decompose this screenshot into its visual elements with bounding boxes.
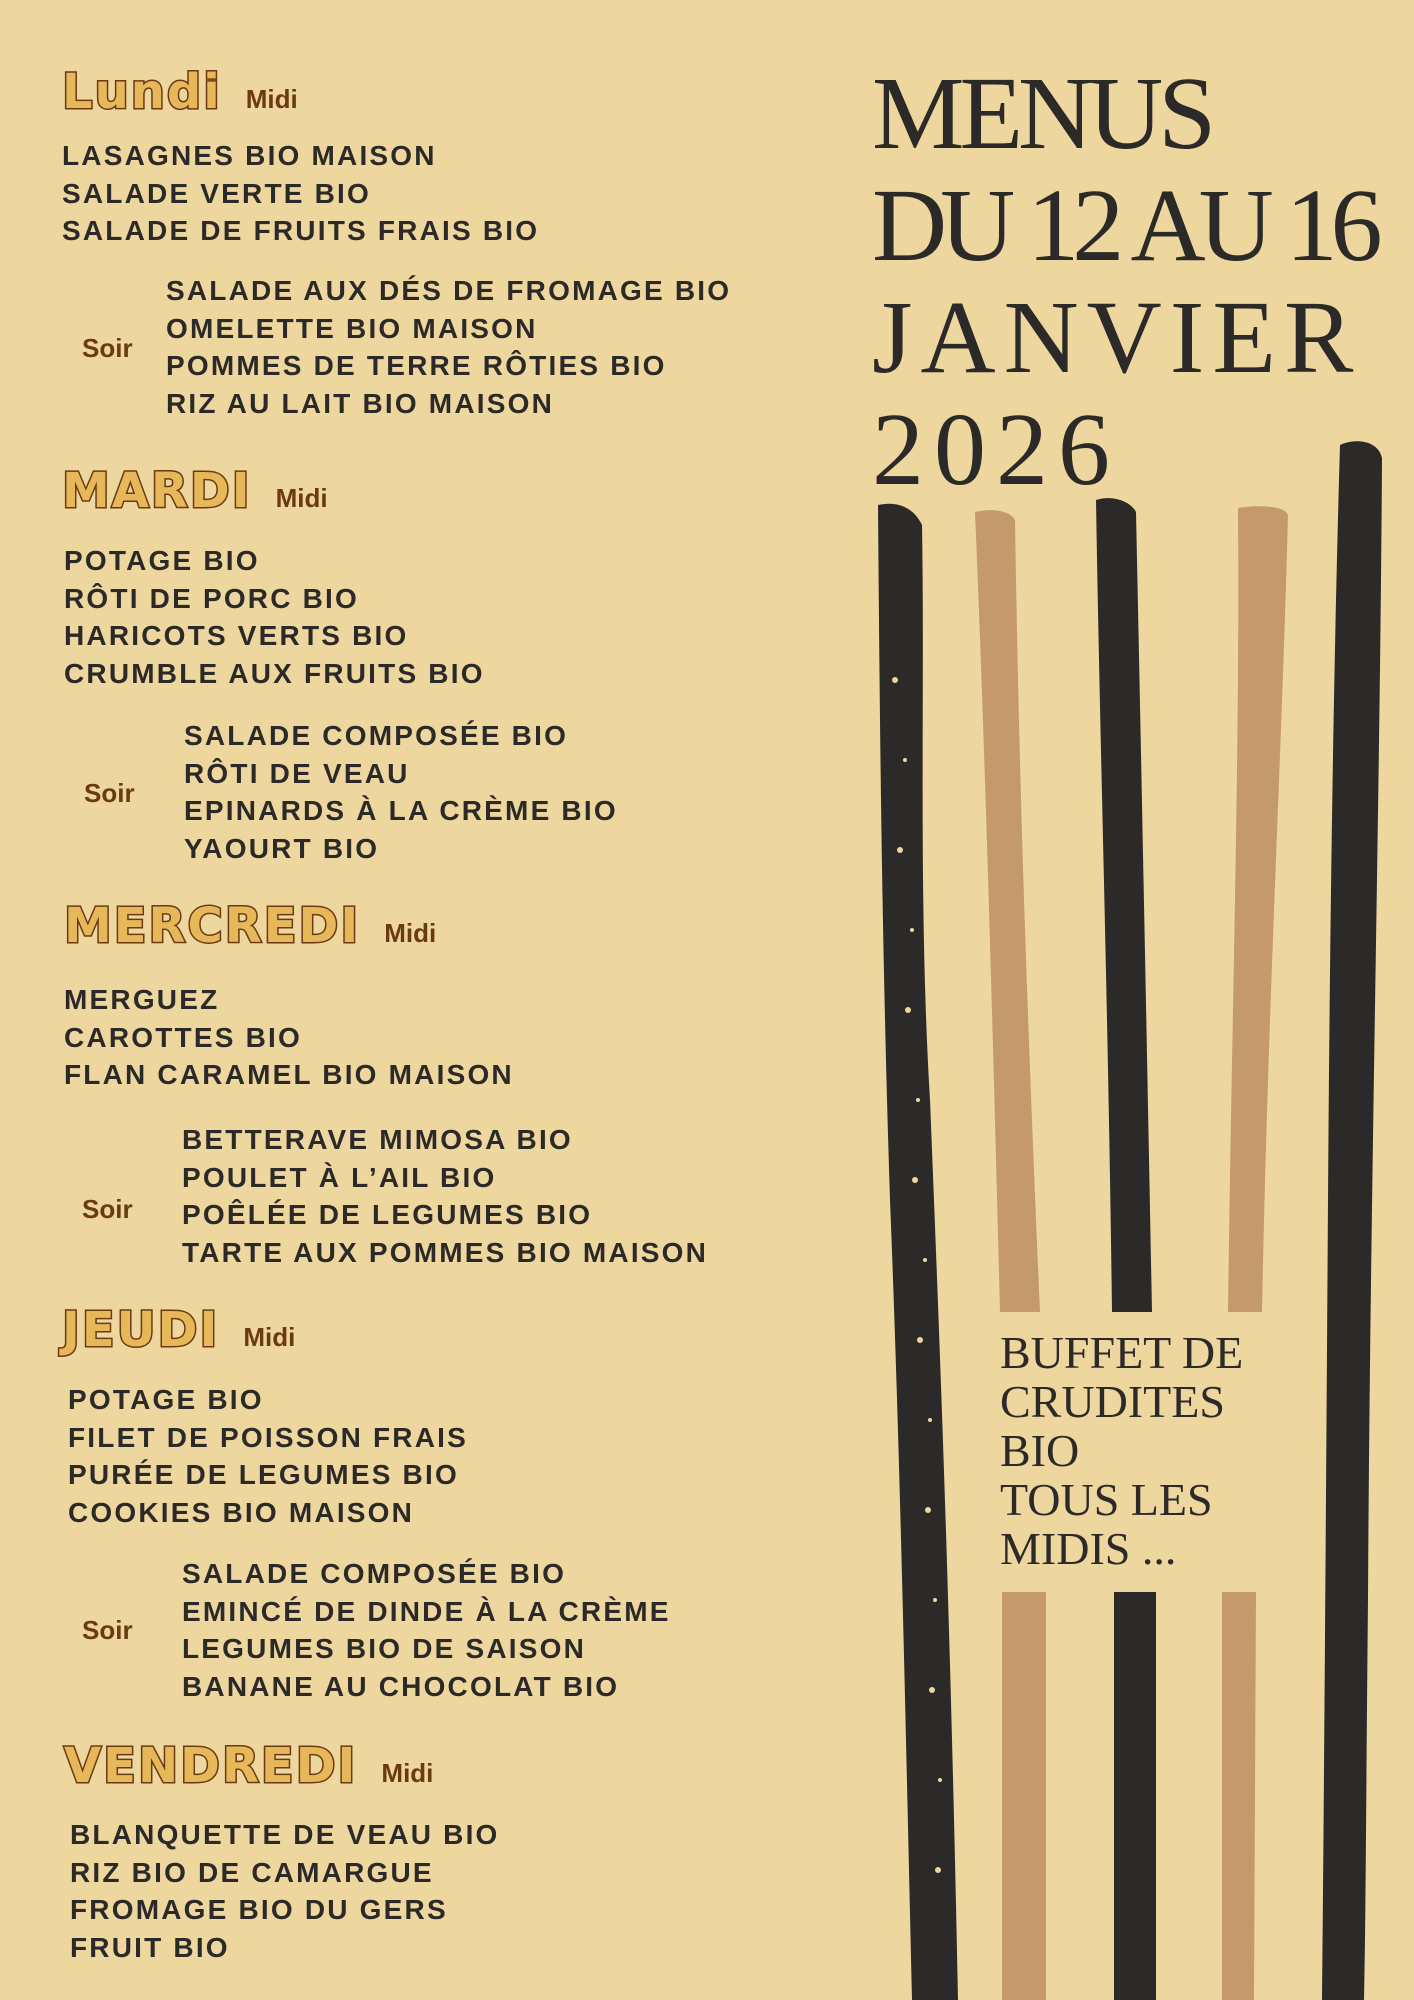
dark-stripe: [1322, 441, 1382, 2000]
list-item: FLAN CARAMEL BIO MAISON: [64, 1059, 514, 1090]
list-item: EPINARDS À LA CRÈME BIO: [184, 795, 618, 826]
list-item: RIZ AU LAIT BIO MAISON: [166, 387, 555, 419]
dark-stripe: [1114, 1592, 1156, 2000]
list-item: CRUMBLE AUX FRUITS BIO: [64, 657, 485, 689]
list-item: CAROTTES BIO: [64, 1021, 302, 1053]
list-item: POTAGE BIO: [68, 1384, 264, 1415]
day-name: Lundi: [62, 64, 222, 120]
list-item: TARTE AUX POMMES BIO MAISON: [182, 1236, 709, 1268]
buffet-line: TOUS LES: [1000, 1474, 1213, 1525]
list-item: BETTERAVE MIMOSA BIO: [182, 1124, 573, 1155]
list-item: PURÉE DE LEGUMES BIO: [68, 1459, 459, 1490]
midi-label: Midi: [275, 483, 328, 513]
soir-label: Soir: [82, 1194, 133, 1224]
buffet-line: BUFFET DE: [1000, 1327, 1244, 1378]
tan-stripe: [1228, 506, 1288, 1312]
title-line: JANVIER: [872, 280, 1362, 395]
list-item: HARICOTS VERTS BIO: [64, 620, 409, 651]
soir-label: Soir: [84, 778, 135, 808]
dark-stripe: [1096, 498, 1152, 1312]
list-item: MERGUEZ: [64, 984, 220, 1015]
list-item: POTAGE BIO: [64, 545, 260, 576]
list-item: BLANQUETTE DE VEAU BIO: [70, 1819, 500, 1850]
buffet-line: MIDIS ...: [1000, 1523, 1177, 1574]
day-name: JEUDI: [62, 1302, 220, 1358]
title-line: 2026: [872, 392, 1120, 507]
list-item: EMINCÉ DE DINDE À LA CRÈME: [182, 1595, 671, 1627]
soir-label: Soir: [82, 1615, 133, 1645]
list-item: FILET DE POISSON FRAIS: [68, 1421, 468, 1453]
list-item: YAOURT BIO: [184, 832, 380, 864]
list-item: SALADE VERTE BIO: [62, 177, 372, 209]
list-item: POÊLÉE DE LEGUMES BIO: [182, 1199, 593, 1230]
midi-label: Midi: [243, 1322, 296, 1352]
list-item: SALADE COMPOSÉE BIO: [182, 1558, 567, 1589]
list-item: POMMES DE TERRE RÔTIES BIO: [166, 350, 667, 381]
buffet-line: CRUDITES: [1000, 1376, 1225, 1427]
list-item: SALADE COMPOSÉE BIO: [184, 720, 569, 751]
list-item: OMELETTE BIO MAISON: [166, 312, 538, 344]
tan-stripe: [1222, 1592, 1256, 2000]
list-item: BANANE AU CHOCOLAT BIO: [182, 1670, 620, 1702]
list-item: LASAGNES BIO MAISON: [62, 140, 437, 171]
list-item: SALADE AUX DÉS DE FROMAGE BIO: [166, 275, 732, 306]
buffet-note: [1000, 1328, 1300, 1573]
dark-stripe: [878, 504, 958, 2000]
title-line: MENUS: [872, 56, 1212, 171]
tan-stripe: [975, 510, 1040, 1312]
tan-stripe: [1002, 1592, 1046, 2000]
title-line: DU 12 AU 16: [872, 168, 1376, 283]
list-item: FRUIT BIO: [70, 1931, 230, 1963]
list-item: RÔTI DE VEAU: [184, 757, 410, 789]
list-item: POULET À L’AIL BIO: [182, 1161, 497, 1193]
list-item: SALADE DE FRUITS FRAIS BIO: [62, 215, 540, 246]
list-item: FROMAGE BIO DU GERS: [70, 1894, 448, 1925]
day-name: MARDI: [62, 463, 252, 519]
midi-label: Midi: [381, 1758, 434, 1788]
list-item: LEGUMES BIO DE SAISON: [182, 1633, 587, 1664]
list-item: COOKIES BIO MAISON: [68, 1496, 415, 1528]
list-item: RÔTI DE PORC BIO: [64, 582, 359, 614]
midi-label: Midi: [384, 918, 437, 948]
menu-title: [872, 58, 1402, 506]
midi-label: Midi: [245, 84, 298, 114]
day-name: MERCREDI: [64, 898, 361, 954]
day-name: VENDREDI: [64, 1738, 358, 1794]
soir-label: Soir: [82, 333, 133, 363]
buffet-line: BIO: [1000, 1425, 1080, 1476]
list-item: RIZ BIO DE CAMARGUE: [70, 1856, 434, 1888]
